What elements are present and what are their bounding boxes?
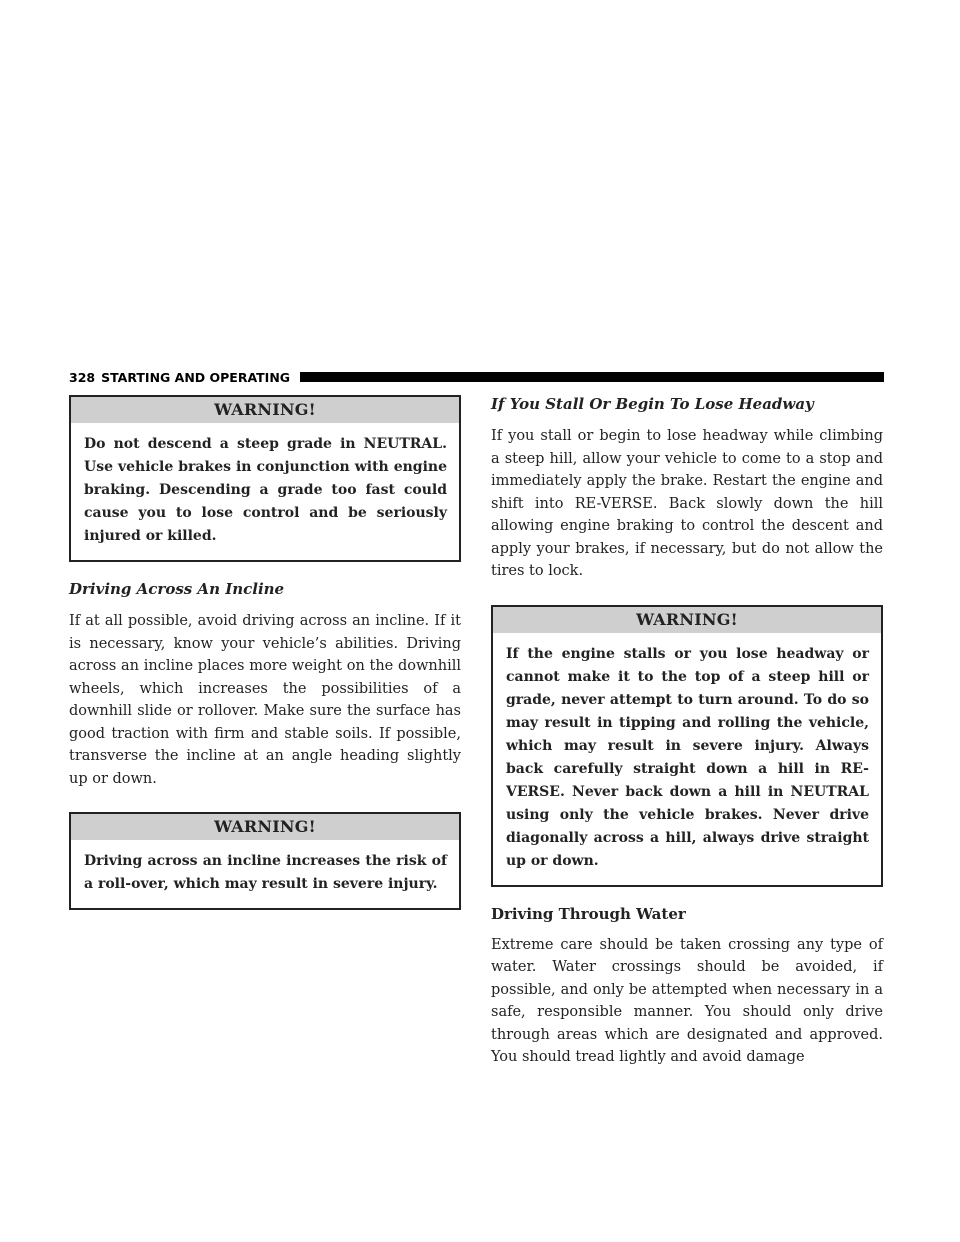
section-subheading: Driving Across An Incline [69, 580, 285, 598]
warning-title: WARNING! [71, 397, 459, 423]
body-paragraph: If at all possible, avoid driving across an incline. If it is necessary, know your vehicle’s abilities. Driving across an incline places more weight on the downhill wheels, which increases the possibilities of a downhill slide or rollover. Make sure the surface has good traction with firm and stable soils. If possible, transverse the incline at an angle heading slightly up or down. [69, 613, 461, 787]
body-paragraph: Extreme care should be taken crossing any type of water. Water crossings should be avoided, if possible, and only be attempted when necessary in a safe, responsible manner. You should only drive through areas which are designated and approved. You should tread lightly and avoid damage [491, 936, 883, 1065]
warning-box [69, 812, 461, 910]
warning-text: Do not descend a steep grade in NEUTRAL. Use vehicle brakes in conjunction with engine braking. Descending a grade too fast could cause you to lose control and be seriously injured or killed. [84, 436, 447, 544]
warning-title: WARNING! [493, 607, 881, 633]
left-column [69, 395, 461, 928]
warning-text: Driving across an incline increases the risk of a roll-over, which may result in severe injury. [84, 853, 447, 892]
section-title: STARTING AND OPERATING [101, 369, 291, 385]
warning-box [69, 395, 461, 562]
right-column [491, 395, 883, 1091]
header-rule [300, 372, 884, 382]
page-header [69, 369, 884, 385]
section-subheading: If You Stall Or Begin To Lose Headway [491, 395, 814, 413]
warning-box [491, 605, 883, 887]
warning-title: WARNING! [71, 814, 459, 840]
section-heading: Driving Through Water [491, 904, 686, 923]
warning-text: If the engine stalls or you lose headway or cannot make it to the top of a steep hill or grade, never attempt to turn around. To do so may result in tipping and rolling the vehicle, which may result in severe injury. Always back carefully straight down a hill in RE-VERSE. Never back down a hill in NEUTRAL using only the vehicle brakes. Never drive diagonally across a hill, always drive straight up or down. [506, 645, 869, 869]
page-number: 328 [69, 369, 96, 385]
body-paragraph: If you stall or begin to lose headway while climbing a steep hill, allow your vehicle to come to a stop and immediately apply the brake. Restart the engine and shift into RE-VERSE. Back slowly down the hill allowing engine braking to control the descent and apply your brakes, if necessary, but do not allow the tires to lock. [491, 428, 883, 579]
